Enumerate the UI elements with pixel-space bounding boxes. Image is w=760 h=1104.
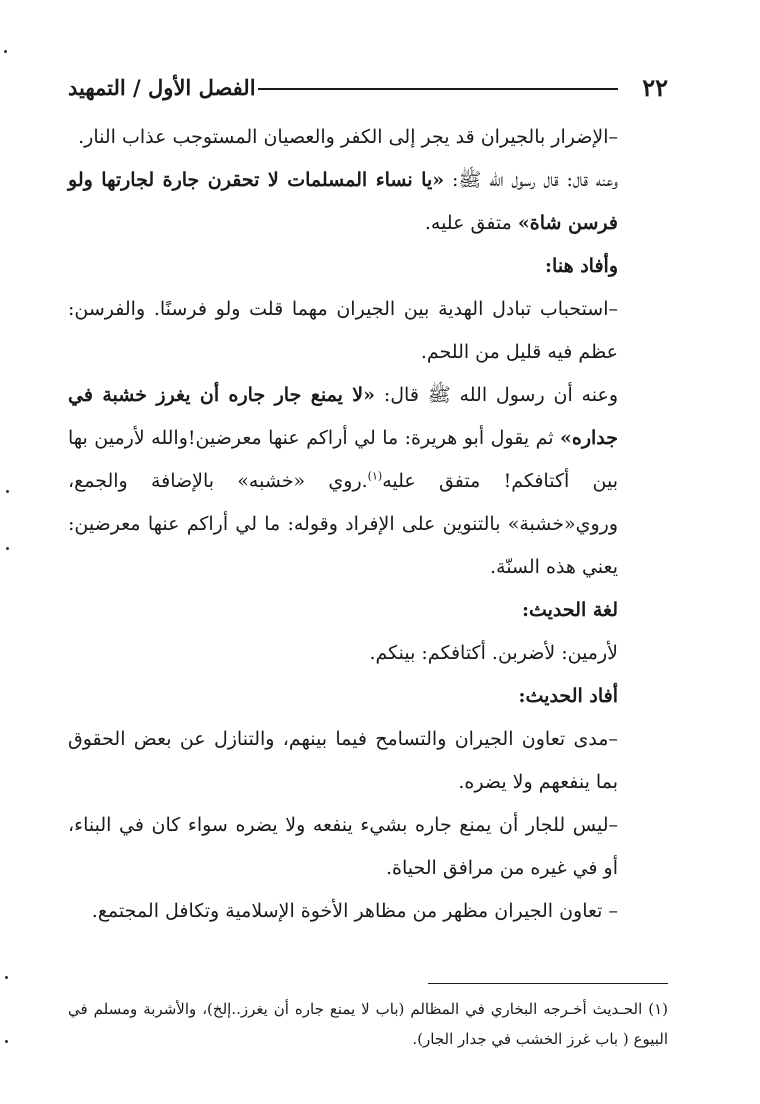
subheading-hadith-language: لغة الحديث: — [521, 599, 618, 621]
footnote-rule — [428, 983, 668, 984]
subheading-hadith-benefits: أفاد الحديث: — [518, 685, 618, 707]
paragraph-no-prevention: –ليس للجار أن يمنع جاره بشيء ينفعه ولا يضره سواء كان في البناء، أو في غيره من مرافق الحياة. — [68, 814, 618, 879]
hadith-intro: وعنه قال: قال رسول الله ﷺ: — [444, 169, 618, 191]
paragraph-brotherhood: – تعاون الجيران مظهر من مظاهر الأخوة الإسلامية وتكافل المجتمع. — [91, 900, 618, 922]
paragraph-hadith-gift — [68, 159, 668, 245]
hadith-narration: ثم يقول أبو هريرة: ما لي أراكم عنها معرضين!والله لأرمين بها بين أكتافكم! متفق عليه — [68, 427, 618, 492]
subheading-benefits-here: وأفاد هنا: — [545, 255, 618, 277]
paragraph-gift-exchange: –استحباب تبادل الهدية بين الجيران مهما قلت ولو فرسنًا. والفرسن: عظم فيه قليل من اللحم. — [68, 298, 618, 363]
paragraph-hadith-wood — [68, 374, 668, 589]
footnotes — [68, 994, 668, 1054]
chapter-title: الفصل الأول / التمهيد — [68, 75, 256, 100]
footnote-ref[interactable]: (١) — [367, 469, 383, 483]
hadith-text-gift: «يا نساء المسلمات لا تحقرن جارة لجارتها ولو فرسن شاة» — [68, 169, 618, 234]
header-rule — [258, 88, 618, 90]
scan-speck — [6, 547, 9, 550]
hadith-grading: متفق عليه. — [424, 212, 518, 234]
hadith-explanation: .روي «خشبه» بالإضافة والجمع، وروي«خشبة» بالتنوين على الإفراد وقوله: ما لي أراكم عنها معرضين: يعني هذه السنّة. — [68, 470, 618, 578]
paragraph-cooperation: –مدى تعاون الجيران والتسامح فيما بينهم، والتنازل عن بعض الحقوق بما ينفعهم ولا يضره. — [68, 728, 618, 793]
scan-speck — [5, 976, 8, 979]
hadith-intro-wood: وعنه أن رسول الله ﷺ قال: — [375, 384, 618, 406]
scan-speck — [5, 1040, 8, 1043]
paragraph-harm-neighbors: –الإضرار بالجيران قد يجر إلى الكفر والعصيان المستوجب عذاب النار. — [78, 126, 618, 148]
page-number: ٢٢ — [642, 73, 668, 102]
page-header — [68, 70, 668, 106]
scan-speck — [6, 490, 9, 493]
scan-speck — [4, 50, 7, 53]
paragraph-vocabulary: لأرمين: لأضربن. أكتافكم: بينكم. — [369, 642, 618, 664]
hadith-text-wood: «لا يمنع جار جاره أن يغرز خشبة في جداره» — [68, 384, 618, 449]
footnote-1: (١) الحـديث أخـرجه البخاري في المظالم (باب لا يمنع جاره أن يغرز..إلخ)، والأشربة ومسلم في البيوع ( باب غرز الخشب في جدار الجار). — [68, 1000, 668, 1048]
page-body — [68, 116, 668, 933]
